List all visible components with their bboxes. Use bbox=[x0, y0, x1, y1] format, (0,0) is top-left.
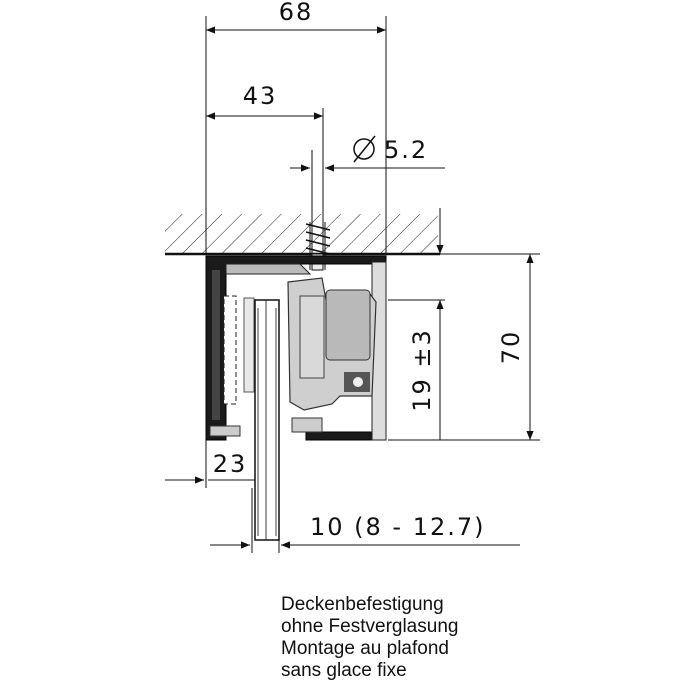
dim-label-offset-screw: 43 bbox=[242, 82, 278, 110]
dim-label-adjustment: 19 ±3 bbox=[408, 328, 436, 412]
dim-label-glass-thickness: 10 (8 - 12.7) bbox=[310, 513, 486, 541]
caption-line-1: Deckenbefestigung bbox=[281, 594, 444, 615]
dim-label-screw-diameter: 5.2 bbox=[384, 136, 429, 164]
caption-line-2: ohne Festverglasung bbox=[281, 616, 459, 637]
dim-label-width-total: 68 bbox=[278, 0, 314, 26]
dim-label-profile-width: 23 bbox=[212, 450, 248, 478]
caption-line-4: sans glace fixe bbox=[281, 660, 407, 681]
glass-panel bbox=[255, 300, 279, 540]
caption bbox=[281, 594, 581, 682]
diameter-symbol-icon bbox=[354, 136, 375, 162]
caption-line-3: Montage au plafond bbox=[281, 638, 449, 659]
dim-label-height-total: 70 bbox=[497, 329, 525, 365]
